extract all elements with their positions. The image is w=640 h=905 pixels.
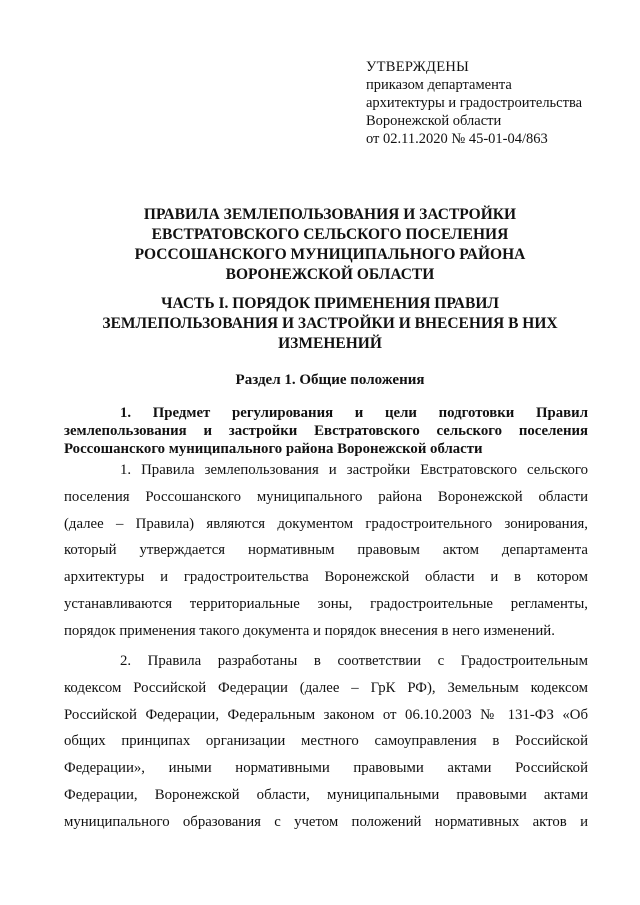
approval-stamp [366, 58, 582, 148]
paragraph-line: Российской Федерации, Федеральным законом от 06.10.2003 № 131-ФЗ «Об [64, 706, 588, 723]
part-heading [60, 294, 600, 354]
paragraph-line: который утверждается нормативным правовым актом департамента [64, 542, 588, 559]
paragraph-line: архитектуры и градостроительства Воронежской области и в котором [64, 569, 588, 586]
section-heading: Раздел 1. Общие положения [235, 372, 425, 388]
approval-line: архитектуры и градостроительства [366, 95, 583, 111]
document-title [60, 205, 600, 285]
part-heading-line: ЗЕМЛЕПОЛЬЗОВАНИЯ И ЗАСТРОЙКИ И ВНЕСЕНИЯ В НИХ [102, 315, 558, 332]
approval-heading: УТВЕРЖДЕНЫ [366, 59, 470, 75]
part-heading-line: ИЗМЕНЕНИЙ [278, 335, 382, 352]
paragraph-line: Федерации», иными нормативными правовыми актами Российской [64, 760, 588, 777]
title-line: ПРАВИЛА ЗЕМЛЕПОЛЬЗОВАНИЯ И ЗАСТРОЙКИ [143, 206, 517, 223]
article-heading-line: землепользования и застройки Евстратовского сельского поселения [64, 423, 588, 439]
title-line: РОССОШАНСКОГО МУНИЦИПАЛЬНОГО РАЙОНА [134, 246, 526, 263]
paragraph-line: муниципального образования с учетом положений нормативных актов и [64, 813, 588, 830]
paragraph-line: 2. Правила разработаны в соответствии с Градостроительным [120, 653, 588, 669]
paragraph-line: Федерации, Воронежской области, муниципальными правовыми актами [64, 786, 588, 803]
paragraph-2 [64, 648, 588, 836]
article-heading-line: Россошанского муниципального района Воронежской области [64, 441, 483, 457]
paragraph-line: (далее – Правила) являются документом градостроительного зонирования, [64, 515, 588, 532]
paragraph-line: общих принципах организации местного самоуправления в Российской [64, 733, 588, 750]
title-line: ЕВСТРАТОВСКОГО СЕЛЬСКОГО ПОСЕЛЕНИЯ [151, 226, 509, 243]
approval-line: приказом департамента [366, 77, 512, 93]
title-line: ВОРОНЕЖСКОЙ ОБЛАСТИ [225, 266, 435, 283]
article-heading-line: 1. Предмет регулирования и цели подготовки Правил [120, 405, 588, 421]
paragraph-line: поселения Россошанского муниципального района Воронежской области [64, 488, 588, 505]
paragraph-line: устанавливаются территориальные зоны, градостроительные регламенты, [64, 595, 588, 612]
article-heading [64, 404, 588, 458]
approval-date-line: от 02.11.2020 № 45-01-04/863 [366, 131, 548, 147]
paragraph-line: 1. Правила землепользования и застройки Евстратовского сельского [120, 462, 588, 478]
part-heading-line: ЧАСТЬ I. ПОРЯДОК ПРИМЕНЕНИЯ ПРАВИЛ [161, 295, 499, 312]
paragraph-1 [64, 457, 588, 645]
approval-line: Воронежской области [366, 113, 502, 129]
paragraph-line: кодексом Российской Федерации (далее – ГрК РФ), Земельным кодексом [64, 679, 588, 696]
paragraph-line: порядок применения такого документа и порядок внесения в него изменений. [64, 622, 555, 639]
